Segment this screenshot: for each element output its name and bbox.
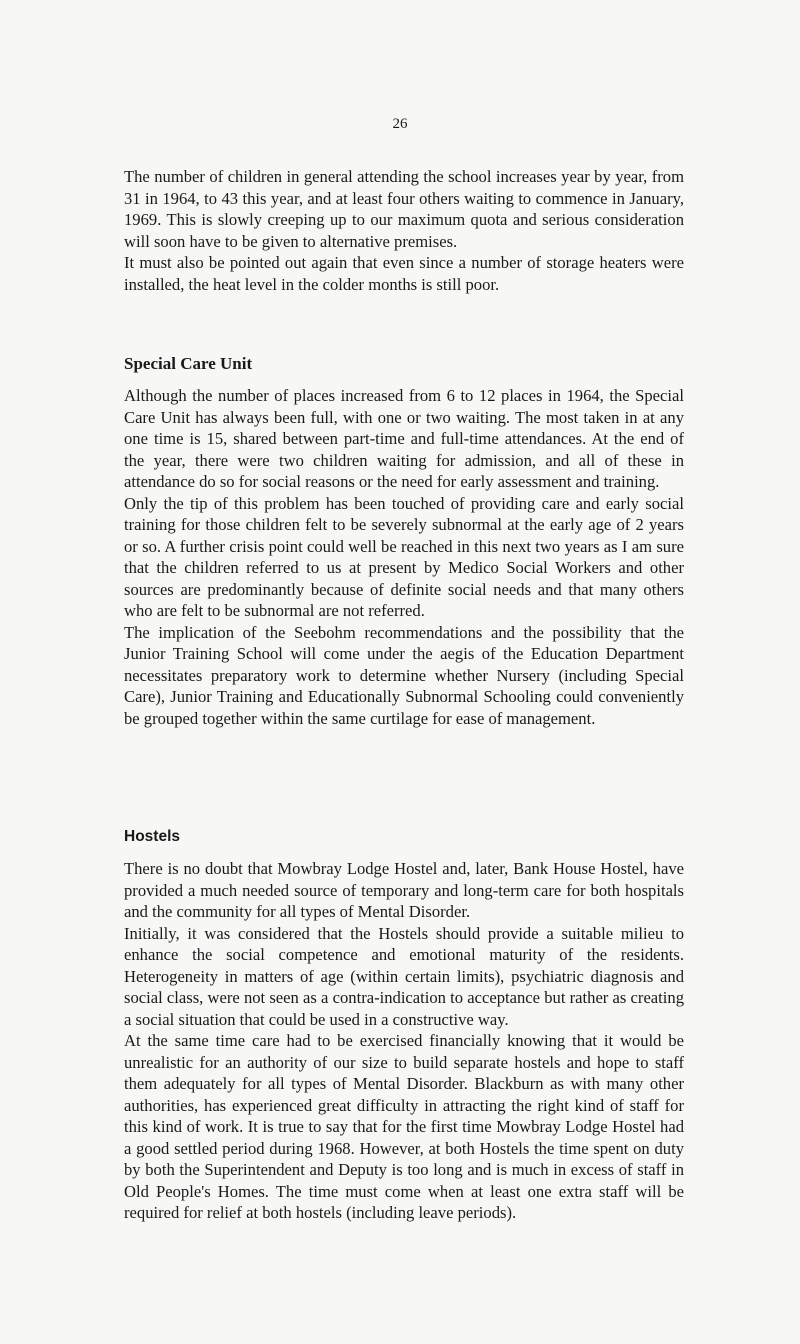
section-heading-special-care: Special Care Unit (124, 354, 253, 373)
paragraph: It must also be pointed out again that even since a number of storage heaters were installed, the heat level in the colder months is still poor. (124, 253, 684, 294)
paragraph: At the same time care had to be exercised financially knowing that it would be unrealistic for an authority of our size to build separate hostels and hope to staff them adequately for all types of Mental Disorder. Blackburn as with many other authorities, has experienced great difficulty in attracting the right kind of staff for this kind of work. It is true to say that for the first time Mowbray Lodge Hostel had a good settled period during 1968. However, at both Hostels the time spent on duty by both the Superintendent and Deputy is too long and is much in excess of staff in Old People's Homes. The time must come when at least one extra staff will be required for relief at both hostels (including leave periods). (124, 1031, 684, 1222)
special-care-section (124, 385, 684, 729)
intro-section (124, 166, 684, 295)
paragraph: Initially, it was considered that the Hostels should provide a suitable milieu to enhance the social competence and emotional maturity of the residents. Heterogeneity in matters of age (within certain limits), psychiatric diagnosis and social class, were not seen as a contra-indication to acceptance but rather as creating a social situation that could be used in a constructive way. (124, 923, 684, 1029)
paragraph: The implication of the Seebohm recommendations and the possibility that the Junior Training School will come under the aegis of the Education Department necessitates preparatory work to determine whether Nursery (including Special Care), Junior Training and Educationally Subnormal Schooling could conveniently be grouped together within the same curtilage for ease of management. (124, 622, 684, 728)
page-number: 26 (392, 116, 408, 132)
section-heading-hostels: Hostels (124, 828, 180, 845)
hostels-section (124, 858, 684, 1224)
paragraph: Only the tip of this problem has been touched of providing care and early social training for those children felt to be severely subnormal at the early age of 2 years or so. A further crisis point could well be reached in this next two years as I am sure that the children referred to us at present by Medico Social Workers and other sources are predominantly because of definite social needs and that many others who are felt to be subnormal are not referred. (124, 493, 684, 620)
paragraph: There is no doubt that Mowbray Lodge Hostel and, later, Bank House Hostel, have provided a much needed source of temporary and long-term care for both hospitals and the community for all types of Mental Disorder. (124, 859, 684, 921)
paragraph: Although the number of places increased from 6 to 12 places in 1964, the Special Care Unit has always been full, with one or two waiting. The most taken in at any one time is 15, shared between part-time and full-time attendances. At the end of the year, there were two children waiting for admission, and all of these in attendance do so for social reasons or the need for early assessment and training. (124, 386, 684, 491)
paragraph: The number of children in general attending the school increases year by year, from 31 in 1964, to 43 this year, and at least four others waiting to commence in January, 1969. This is slowly creeping up to our maximum quota and serious consideration will soon have to be given to alternative premises. (124, 167, 684, 251)
